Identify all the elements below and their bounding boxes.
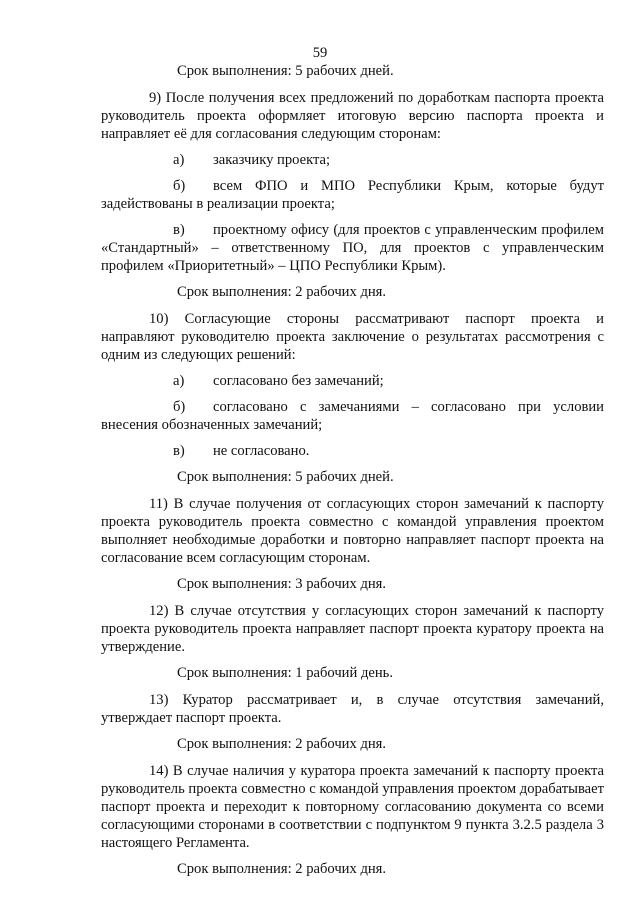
deadline-line: Срок выполнения: 2 рабочих дня. — [177, 736, 387, 752]
subitem-9c — [101, 221, 604, 275]
deadline-line: Срок выполнения: 2 рабочих дня. — [177, 284, 387, 300]
paragraph-item-13: 13) Куратор рассматривает и, в случае отсутствия замечаний, утверждает паспорт проекта. — [101, 692, 604, 726]
subitem-text: заказчику проекта; — [213, 152, 331, 168]
deadline-line: Срок выполнения: 2 рабочих дня. — [177, 861, 387, 877]
subitem-9b — [101, 177, 604, 213]
paragraph-item-11: 11) В случае получения от согласующих сторон замечаний к паспорту проекта руководитель проекта совместно с командой управления проектом выполняет необходимые доработки и повторно направляет паспорт проекта на согласование всем согласующим сторонам. — [101, 496, 604, 566]
subitem-text: согласовано с замечаниями – согласовано при условии внесения обозначенных замечаний; — [101, 399, 604, 433]
subitem-text: не согласовано. — [213, 443, 310, 459]
paragraph-item-9: 9) После получения всех предложений по доработкам паспорта проекта руководитель проекта оформляет итоговую версию паспорта проекта и направляет её для согласования следующим сторонам: — [101, 90, 604, 142]
subitem-10b — [101, 398, 604, 434]
document-body — [101, 62, 604, 878]
deadline-line: Срок выполнения: 3 рабочих дня. — [177, 576, 387, 592]
subitem-letter: в) — [173, 222, 185, 238]
page-number: 59 — [312, 45, 328, 61]
deadline-line: Срок выполнения: 1 рабочий день. — [177, 665, 393, 681]
subitem-letter: а) — [173, 152, 185, 168]
paragraph-item-10: 10) Согласующие стороны рассматривают паспорт проекта и направляют руководителю проекта заключение о результатах рассмотрения с одним из следующих решений: — [101, 311, 604, 363]
subitem-10a — [101, 372, 604, 390]
subitem-letter: б) — [173, 399, 186, 415]
subitem-10c — [101, 442, 604, 460]
subitem-text: всем ФПО и МПО Республики Крым, которые будут задействованы в реализации проекта; — [101, 178, 604, 212]
subitem-text: согласовано без замечаний; — [213, 373, 384, 389]
subitem-letter: а) — [173, 373, 185, 389]
deadline-line: Срок выполнения: 5 рабочих дней. — [177, 63, 394, 79]
paragraph-item-12: 12) В случае отсутствия у согласующих сторон замечаний к паспорту проекта руководитель проекта направляет паспорт проекта куратору проекта на утверждение. — [101, 603, 604, 655]
subitem-text: проектному офису (для проектов с управленческим профилем «Стандартный» – ответственному ПО, для проектов с управленческим профилем «Приоритетный» – ЦПО Республики Крым). — [101, 222, 604, 274]
subitem-9a — [101, 151, 604, 169]
subitem-letter: б) — [173, 178, 186, 194]
subitem-letter: в) — [173, 443, 185, 459]
paragraph-item-14: 14) В случае наличия у куратора проекта замечаний к паспорту проекта руководитель проекта совместно с командой управления проектом дорабатывает паспорт проекта и переходит к повторному согласованию документа со всеми согласующими сторонами в соответствии с подпунктом 9 пункта 3.2.5 раздела 3 настоящего Регламента. — [101, 763, 604, 851]
deadline-line: Срок выполнения: 5 рабочих дней. — [177, 469, 394, 485]
